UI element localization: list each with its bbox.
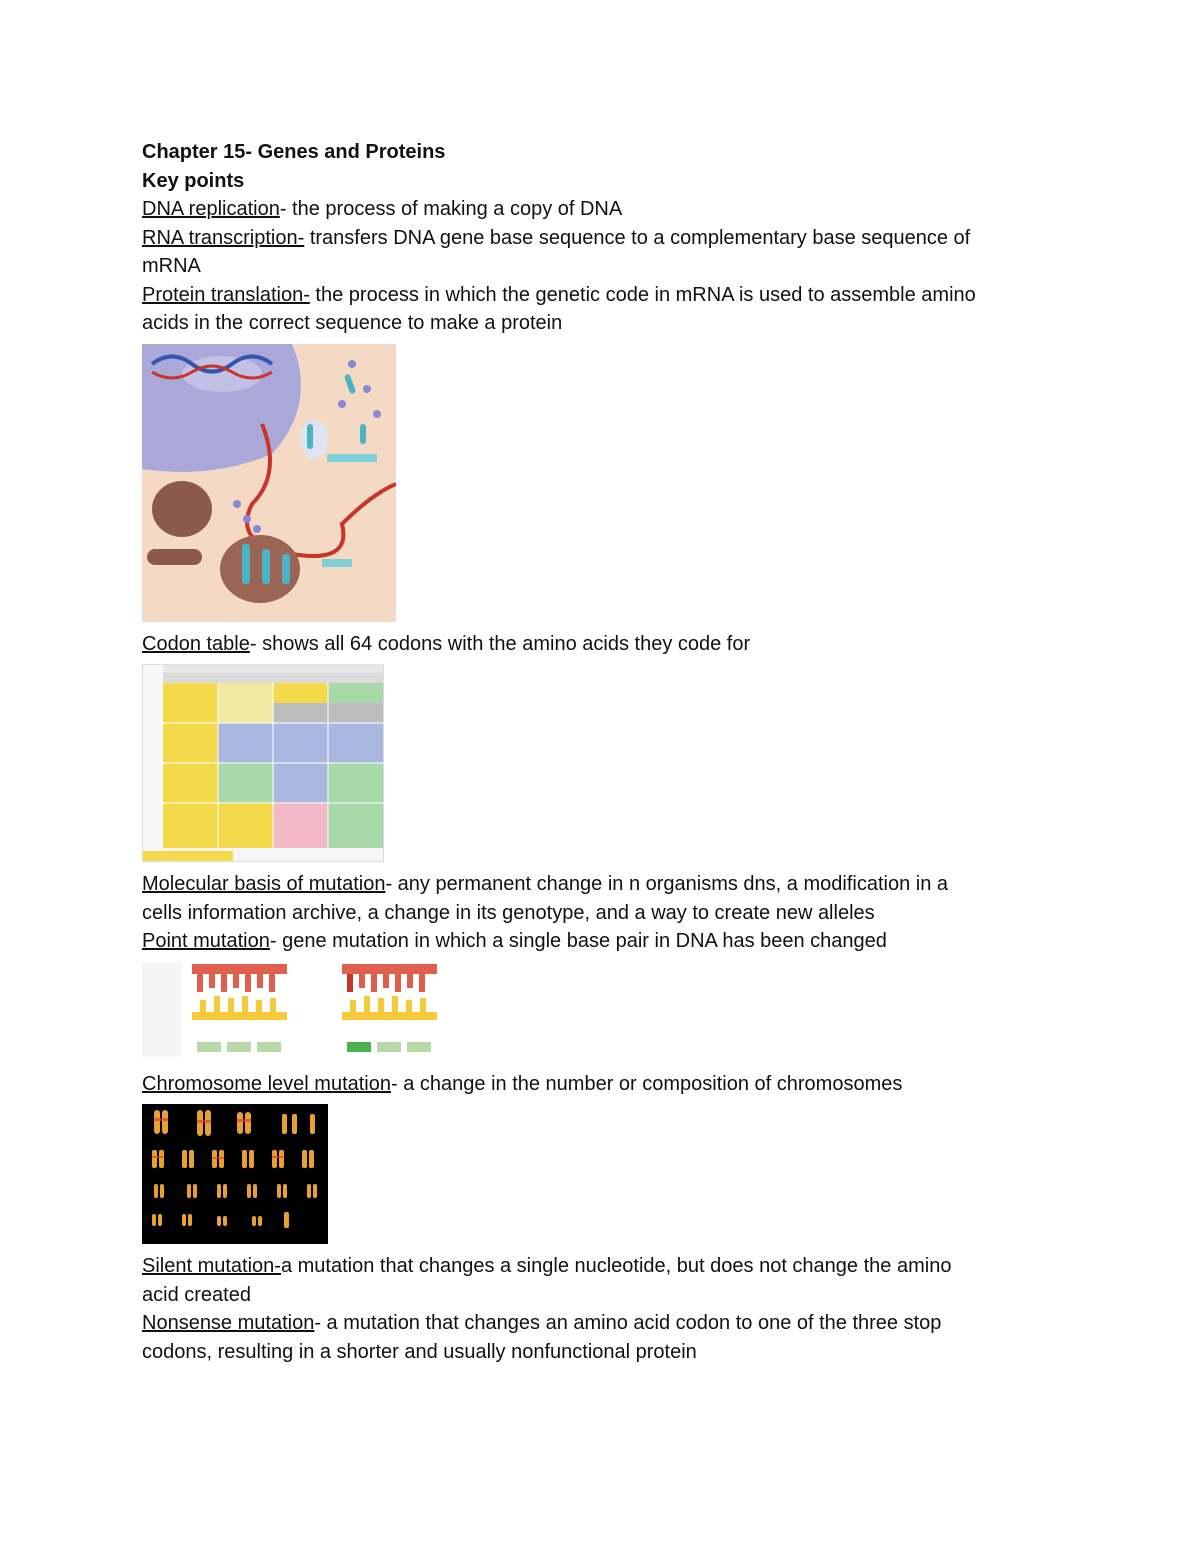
definition: - a mutation that changes an amino acid codon to one of the three stop [314, 1312, 942, 1334]
codon-table-figure [142, 664, 384, 862]
entry-silent-mutation [142, 1252, 1062, 1281]
definition-continuation: acid created [142, 1283, 251, 1306]
term: Molecular basis of mutation [142, 873, 386, 895]
definition-continuation: mRNA [142, 255, 201, 277]
entry-nonsense-mutation [142, 1309, 1062, 1338]
transcription-translation-figure [142, 344, 396, 622]
section-heading: Key points [142, 169, 245, 192]
definition-continuation: cells information archive, a change in its genotype, and a way to create new alleles [142, 901, 875, 924]
definition-continuation: acids in the correct sequence to make a protein [142, 312, 563, 334]
definition: a mutation that changes a single nucleotide, but does not change the amino [280, 1255, 952, 1277]
term: Nonsense mutation [142, 1312, 315, 1334]
definition: - a change in the number or composition of chromosomes [391, 1072, 903, 1095]
term: Point mutation [142, 930, 270, 952]
definition-continuation: codons, resulting in a shorter and usually nonfunctional protein [142, 1340, 697, 1363]
entry-point-mutation [142, 927, 1062, 956]
definition: - shows all 64 codons with the amino acids they code for [249, 632, 751, 655]
term: Chromosome level mutation [142, 1072, 391, 1095]
document [142, 138, 1062, 1366]
entry-protein-translation [142, 281, 1062, 310]
definition: transfers DNA gene base sequence to a complementary base sequence of [304, 226, 971, 249]
entry-molecular-basis [142, 870, 1062, 899]
definition: the process in which the genetic code in mRNA is used to assemble amino [309, 283, 976, 306]
term: Silent mutation- [142, 1255, 281, 1277]
term: DNA replication [142, 198, 280, 220]
karyotype-figure [142, 1104, 328, 1244]
definition: - the process of making a copy of DNA [279, 198, 623, 220]
definition: - any permanent change in n organisms dns, a modification in a [385, 873, 948, 895]
entry-codon-table [142, 630, 1062, 659]
entry-rna-transcription [142, 224, 1062, 253]
entry-chromosome-mutation [142, 1070, 1062, 1099]
term: Protein translation- [142, 283, 310, 306]
term: RNA transcription- [142, 226, 305, 249]
entry-dna-replication [142, 195, 1062, 224]
point-mutation-figure [142, 962, 442, 1062]
term: Codon table [142, 632, 250, 655]
definition: - gene mutation in which a single base pair in DNA has been changed [269, 930, 887, 952]
page-title: Chapter 15- Genes and Proteins [142, 141, 446, 163]
